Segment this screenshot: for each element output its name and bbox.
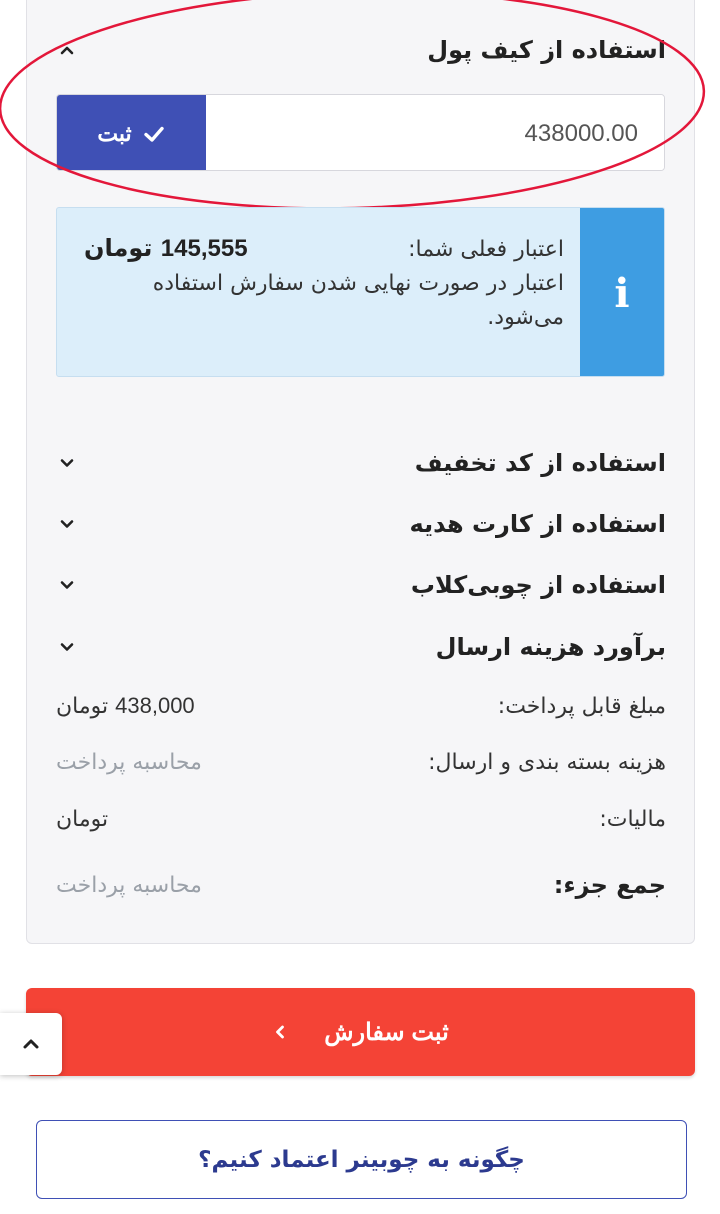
- chevron-down-icon[interactable]: [56, 513, 78, 535]
- check-icon: [142, 122, 166, 146]
- credit-note: اعتبار در صورت نهایی شدن سفارش استفاده می‌شود.: [152, 271, 564, 331]
- place-order-label: ثبت سفارش: [324, 1018, 449, 1046]
- wallet-submit-label: ثبت: [97, 120, 132, 146]
- shipping-row: [56, 744, 666, 780]
- payable-amount: 438,000: [115, 693, 195, 718]
- choobi-club-section[interactable]: [56, 565, 666, 605]
- wallet-section-header[interactable]: [56, 30, 666, 70]
- credit-balance: [84, 230, 248, 267]
- place-order-button[interactable]: [26, 988, 695, 1076]
- wallet-form: [56, 94, 665, 171]
- chevron-up-icon: [20, 1033, 42, 1055]
- shipping-estimate-section[interactable]: [56, 627, 666, 667]
- credit-label: اعتبار فعلی شما:: [408, 237, 564, 262]
- scroll-to-top-button[interactable]: [0, 1013, 62, 1075]
- chevron-down-icon[interactable]: [56, 636, 78, 658]
- wallet-amount-input[interactable]: [206, 95, 665, 171]
- chevron-left-icon: [272, 1024, 288, 1040]
- discount-code-label: استفاده از کد تخفیف: [414, 449, 666, 477]
- wallet-section-title: استفاده از کیف پول: [427, 36, 666, 64]
- payable-currency: تومان: [56, 694, 109, 719]
- info-icon-cell: [580, 208, 664, 377]
- chevron-down-icon[interactable]: [56, 452, 78, 474]
- shipping-value: محاسبه پرداخت: [56, 749, 202, 775]
- subtotal-row: [56, 867, 666, 903]
- tax-row: [56, 801, 666, 837]
- shipping-estimate-label: برآورد هزینه ارسال: [435, 633, 666, 661]
- gift-card-section[interactable]: [56, 504, 666, 544]
- chevron-down-icon[interactable]: [56, 574, 78, 596]
- payable-row: [56, 688, 666, 724]
- info-text: [84, 230, 564, 335]
- payable-label: مبلغ قابل پرداخت:: [497, 693, 666, 719]
- trust-info-button[interactable]: چگونه به چوبینر اعتماد کنیم؟: [36, 1120, 687, 1199]
- subtotal-value: محاسبه پرداخت: [56, 872, 202, 898]
- credit-amount: 145,555: [160, 235, 248, 262]
- payable-value: [56, 693, 195, 719]
- choobi-club-label: استفاده از چوبی‌کلاب: [410, 571, 666, 599]
- tax-label: مالیات:: [599, 806, 666, 832]
- info-icon: i: [614, 269, 630, 317]
- chevron-up-icon[interactable]: [56, 39, 78, 61]
- tax-value: تومان: [56, 806, 109, 832]
- wallet-info-box: [56, 207, 665, 377]
- subtotal-label: جمع جزء:: [553, 871, 666, 899]
- discount-code-section[interactable]: [56, 443, 666, 483]
- shipping-label: هزینه بسته بندی و ارسال:: [428, 749, 666, 775]
- wallet-submit-button[interactable]: [57, 95, 206, 171]
- credit-currency: تومان: [84, 234, 153, 262]
- gift-card-label: استفاده از کارت هدیه: [409, 510, 666, 538]
